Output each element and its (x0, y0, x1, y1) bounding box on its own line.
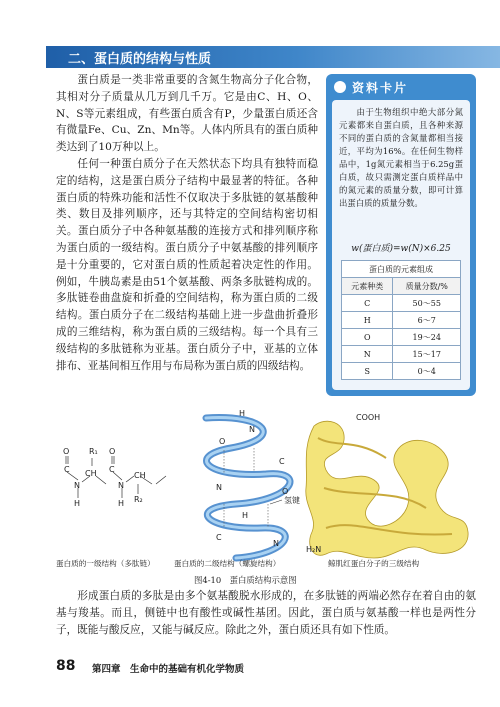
atom-label: O (63, 447, 70, 456)
bond-line (156, 476, 166, 484)
table-cell: 15～17 (393, 346, 461, 363)
atom-label: N (74, 481, 80, 490)
atom-label: C (109, 465, 115, 474)
table-cell: N (342, 346, 393, 363)
table-cell: 0～4 (393, 363, 461, 380)
atom-label: N (273, 539, 279, 548)
figure-caption: 图4-10 蛋白质结构示意图 (194, 575, 297, 585)
paragraph-intro (56, 72, 318, 156)
atom-label: C (216, 533, 222, 542)
atom-label: O (282, 487, 289, 496)
table-row (342, 329, 461, 346)
info-card (326, 74, 476, 396)
table-cell: O (342, 329, 393, 346)
table-row (342, 295, 461, 312)
table-cell: 19～24 (393, 329, 461, 346)
paragraph-intro-text: 蛋白质是一类非常重要的含氮生物高分子化合物，其相对分子质量从几万到几千万。它是由C、H、O、N、S等元素组成，有些蛋白质含有P，少量蛋白质还含有微量Fe、Cu、Zn、Mn等。人体内所具有的蛋白质种类达到了10万种以上。 (56, 74, 318, 154)
paragraph-structure (56, 156, 318, 374)
table-header-element: 元素种类 (342, 278, 393, 295)
atom-label: O (219, 437, 226, 446)
atom-label: N (249, 425, 255, 434)
atom-label: H (239, 409, 246, 418)
chapter-title: 第四章 生命中的基础有机化学物质 (92, 664, 245, 675)
atom-label: H (242, 511, 249, 520)
info-card-text (339, 106, 463, 210)
secondary-structure-label: 蛋白质的二级结构（螺旋结构） (174, 559, 281, 568)
cooh-label: COOH (356, 413, 381, 422)
hbond-label: 氢键 (284, 496, 300, 505)
protein-structure-figure (56, 408, 476, 586)
protein-nitrogen-formula: w(蛋白质)=w(N)×6.25 (351, 244, 451, 254)
atom-label: H (118, 499, 125, 508)
page-footer (56, 658, 456, 676)
section-header-bar (46, 46, 500, 68)
element-composition-table (341, 260, 461, 380)
atom-label: H (74, 499, 81, 508)
info-card-header (334, 78, 428, 96)
primary-structure-label: 蛋白质的一级结构（多肽链） (56, 559, 155, 568)
info-card-icon (334, 81, 346, 93)
atom-label: N (216, 483, 222, 492)
atom-label: R₂ (134, 495, 143, 504)
paragraph-structure-text: 任何一种蛋白质分子在天然状态下均具有独特而稳定的结构，这是蛋白质分子结构中最显著的特征。各种蛋白质的特殊功能和活性不仅取决于多肽链的氨基酸种类、数目及排列顺序，还与其特定的空间结构密切相关。蛋白质分子中各种氨基酸的连接方式和排列顺序称为蛋白质的一级结构。蛋白质分子中氨基酸的排列顺序是十分重要的，它对蛋白质的性质起着决定性的作用。例如，牛胰岛素是由51个氨基酸、两条多肽链构成的。多肽链卷曲盘旋和折叠的空间结构，称为蛋白质的二级结构。蛋白质分子在二级结构基础上进一步盘曲折叠形成的三维结构，称为蛋白质的三级结构。每一个具有三级结构的多肽链称为亚基。蛋白质分子中，亚基的立体排布、亚基间相互作用与布局称为蛋白质的四级结构。 (56, 158, 318, 372)
table-cell: 6～7 (393, 312, 461, 329)
table-row (342, 312, 461, 329)
table-row (342, 363, 461, 380)
atom-label: CH (134, 471, 146, 480)
page-number: 88 (56, 658, 76, 674)
paragraph-properties (56, 588, 476, 638)
atom-label: C (279, 457, 285, 466)
atom-label: C (64, 465, 70, 474)
table-cell: 50～55 (393, 295, 461, 312)
table-caption: 蛋白质的元素组成 (342, 261, 461, 278)
table-row (342, 346, 461, 363)
bond-line (126, 476, 134, 482)
primary-structure-atoms (63, 447, 146, 508)
paragraph-properties-text: 形成蛋白质的多肽是由多个氨基酸脱水形成的，在多肽链的两端必然存在着自由的氨基与羧基。而且，侧链中也有酸性或碱性基团。因此，蛋白质与氨基酸一样也是两性分子，既能与酸反应，又能与碱反应。除此之外，蛋白质还具有如下性质。 (56, 590, 476, 636)
info-card-text-content: 由于生物组织中绝大部分氮元素都来自蛋白质，且各种来源不同的蛋白质的含氮量都相当接近，平均为16%。在任何生物样品中，1g氮元素相当于6.25g蛋白质，故只需测定蛋白质样品中的氮元素的质量分数，即可计算出蛋白质的质量分数。 (339, 107, 463, 208)
primary-structure-diagram (66, 456, 166, 498)
info-card-title: 资料卡片 (352, 80, 409, 95)
info-card-body (332, 100, 470, 390)
table-header-fraction: 质量分数/% (393, 278, 461, 295)
bond-line (96, 476, 106, 484)
section-title: 二、蛋白质的结构与性质 (68, 52, 212, 67)
h2n-label: H₂N (306, 545, 322, 554)
tertiary-structure-diagram (306, 421, 468, 558)
table-cell: S (342, 363, 393, 380)
atom-label: R₁ (89, 447, 98, 456)
tertiary-structure-label: 鲸肌红蛋白分子的三级结构 (328, 559, 420, 568)
atom-label: CH (85, 469, 97, 478)
table-cell: H (342, 312, 393, 329)
atom-label: N (118, 481, 124, 490)
atom-label: O (109, 447, 116, 456)
table-cell: C (342, 295, 393, 312)
